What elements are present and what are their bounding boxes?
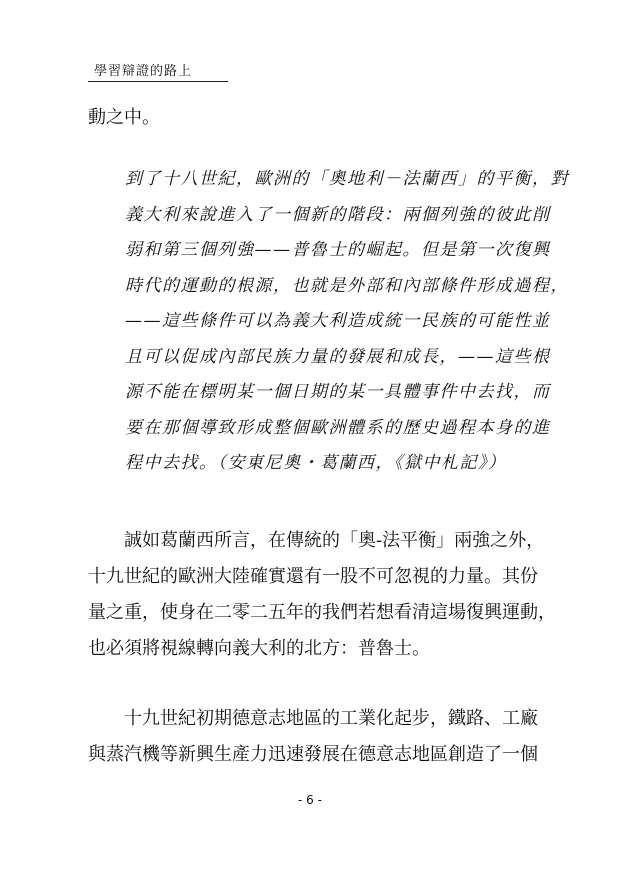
paragraph-line: 也必須將視線轉向義大利的北方：普魯士。 xyxy=(88,638,430,659)
quote-line: 時代的運動的根源，也就是外部和內部條件形成過程， xyxy=(125,275,569,296)
paragraph-line: 與蒸汽機等新興生產力迅速發展在德意志地區創造了一個 xyxy=(88,744,538,765)
quote-line: 程中去找。（安東尼奧・葛蘭西，《獄中札記》） xyxy=(125,453,507,473)
paragraph-line: 十九世紀初期德意志地區的工業化起步，鐵路、工廠 xyxy=(88,708,538,729)
text-line: 動之中。 xyxy=(88,107,160,128)
page-number: - 6 - xyxy=(298,793,322,807)
running-header: 學習辯證的路上 xyxy=(88,63,228,82)
quote-line: 且可以促成內部民族力量的發展和成長，——這些根 xyxy=(125,346,551,367)
body-paragraph xyxy=(88,523,558,667)
quote-line: ——這些條件可以為義大利造成統一民族的可能性並 xyxy=(125,311,551,331)
quote-line: 到了十八世紀，歐洲的「奧地利－法蘭西」的平衡，對 xyxy=(125,169,569,189)
quote-line: 弱和第三個列強——普魯士的崛起。但是第一次復興 xyxy=(125,240,551,260)
quote-line: 義大利來說進入了一個新的階段：兩個列強的彼此削 xyxy=(125,204,551,225)
paragraph-line: 十九世紀的歐洲大陸確實還有一股不可忽視的力量。其份 xyxy=(88,566,538,587)
paragraph-line: 量之重，使身在二零二五年的我們若想看清這場復興運動， xyxy=(88,602,556,623)
block-quote xyxy=(125,162,569,482)
body-paragraph xyxy=(88,701,558,773)
quote-line: 源不能在標明某一個日期的某一具體事件中去找，而 xyxy=(125,382,551,402)
paragraph-line: 誠如葛蘭西所言，在傳統的「奧-法平衡」兩強之外， xyxy=(88,530,545,551)
continuation-text xyxy=(88,100,558,136)
quote-line: 要在那個導致形成整個歐洲體系的歷史過程本身的進 xyxy=(125,417,551,438)
